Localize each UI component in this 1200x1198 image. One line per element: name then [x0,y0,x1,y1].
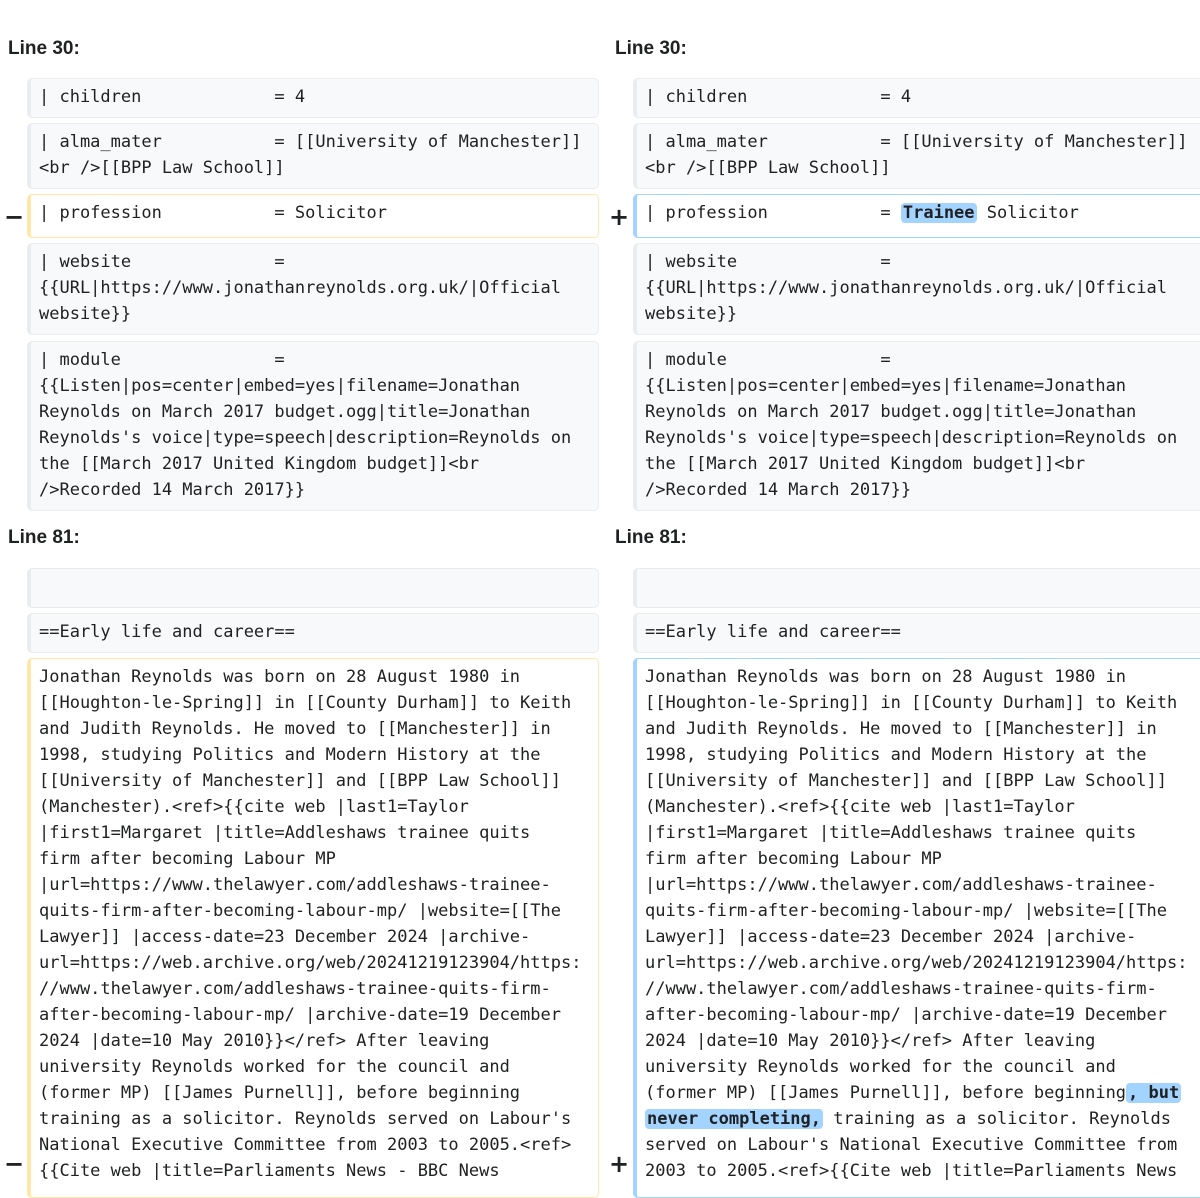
right-line-header-1: Line 30: [615,38,687,59]
code-text: the [[March 2017 United Kingdom budget]]<br [39,454,480,474]
added-paragraph-early-life [633,658,1200,1198]
left-context-alma-mater [27,123,599,189]
left-line-header-2: Line 81: [8,527,80,548]
code-text: [[University of Manchester]] and [[BPP Law School]] [39,771,561,791]
left-context-website [27,243,599,335]
code-text: and Judith Reynolds. He moved to [[Manchester]] in [39,719,551,739]
code-text: website}} [39,304,132,324]
left-context-empty-line [27,568,599,608]
code-text: after-becoming-labour-mp/ |archive-date=19 December [39,1005,561,1025]
code-text: {{URL|https://www.jonathanreynolds.org.uk/|Official [39,278,561,298]
code-text: (Manchester).<ref>{{cite web |last1=Taylor [645,797,1075,817]
code-text: (Manchester).<ref>{{cite web |last1=Taylor [39,797,469,817]
code-text: //www.thelawyer.com/addleshaws-trainee-quits-firm- [39,979,551,999]
right-context-heading [633,613,1200,653]
inserted-text: , but [1128,1083,1180,1103]
left-context-module [27,341,599,511]
code-text: //www.thelawyer.com/addleshaws-trainee-quits-firm- [645,979,1157,999]
code-text: {{URL|https://www.jonathanreynolds.org.uk/|Official [645,278,1167,298]
code-text: after-becoming-labour-mp/ |archive-date=19 December [645,1005,1167,1025]
code-text: Solicitor [976,203,1079,223]
code-text: quits-firm-after-becoming-labour-mp/ |website=[[The [645,901,1167,921]
code-text: university Reynolds worked for the council and [39,1057,510,1077]
code-text: | website = [39,252,285,272]
code-text: | alma_mater = [[University of Manchester]] [39,132,582,152]
code-text: |first1=Margaret |title=Addleshaws trainee quits [645,823,1137,843]
code-text: | profession = Solicitor [39,203,387,223]
right-context-alma-mater [633,123,1200,189]
code-text: />Recorded 14 March 2017}} [39,480,306,500]
deleted-paragraph-early-life [27,658,599,1198]
code-text: training as a solicitor. Reynolds served on Labour's [39,1109,572,1129]
code-text: | module = [39,350,285,370]
left-context-heading [27,613,599,653]
added-paragraph-marker: + [609,1150,630,1178]
code-text: Reynolds's voice|type=speech|description=Reynolds on [39,428,572,448]
code-text: Jonathan Reynolds was born on 28 August 1980 in [645,667,1127,687]
code-text: ==Early life and career== [39,622,295,642]
code-text: 2024 |date=10 May 2010}}</ref> After leaving [645,1031,1096,1051]
code-text: | module = [645,350,891,370]
code-text: the [[March 2017 United Kingdom budget]]<br [645,454,1086,474]
code-text: url=https://web.archive.org/web/20241219123904/https: [39,953,582,973]
code-text: Reynolds's voice|type=speech|description=Reynolds on [645,428,1178,448]
deleted-paragraph-marker: − [4,1150,25,1178]
code-text: |url=https://www.thelawyer.com/addleshaws-trainee- [645,875,1157,895]
code-text: firm after becoming Labour MP [645,849,942,869]
code-text: Reynolds on March 2017 budget.ogg|title=Jonathan [39,402,531,422]
right-context-empty-line [633,568,1200,608]
code-text: Lawyer]] |access-date=23 December 2024 |archive- [645,927,1137,947]
code-text: [[University of Manchester]] and [[BPP Law School]] [645,771,1167,791]
added-line-marker: + [609,203,630,231]
code-text: {{Listen|pos=center|embed=yes|filename=Jonathan [645,376,1127,396]
deleted-line-profession [27,194,599,238]
right-context-website [633,243,1200,335]
right-context-children [633,78,1200,118]
code-text: | profession = [645,203,901,223]
code-text: [[Houghton-le-Spring]] in [[County Durham]] to Keith [39,693,572,713]
code-text: | children = 4 [39,87,306,107]
code-text: 2024 |date=10 May 2010}}</ref> After leaving [39,1031,490,1051]
code-text: served on Labour's National Executive Committee from [645,1135,1178,1155]
code-text: training as a solicitor. Reynolds [823,1109,1171,1129]
code-text: {{Cite web |title=Parliaments News - BBC News [39,1161,500,1181]
right-context-module [633,341,1200,511]
code-text: National Executive Committee from 2003 to 2005.<ref> [39,1135,572,1155]
left-context-children [27,78,599,118]
code-text: 1998, studying Politics and Modern History at the [645,745,1147,765]
code-text: | website = [645,252,891,272]
code-text: Lawyer]] |access-date=23 December 2024 |archive- [39,927,531,947]
code-text: (former MP) [[James Purnell]], before beginning [39,1083,521,1103]
code-text: />Recorded 14 March 2017}} [645,480,912,500]
code-text: |first1=Margaret |title=Addleshaws trainee quits [39,823,531,843]
code-text: university Reynolds worked for the council and [645,1057,1116,1077]
deleted-line-marker: − [4,203,25,231]
code-text: |url=https://www.thelawyer.com/addleshaws-trainee- [39,875,551,895]
code-text: 2003 to 2005.<ref>{{Cite web |title=Parliaments News [645,1161,1178,1181]
code-text: 1998, studying Politics and Modern History at the [39,745,541,765]
code-text: firm after becoming Labour MP [39,849,336,869]
inserted-text: never completing, [647,1109,821,1129]
left-line-header-1: Line 30: [8,38,80,59]
code-text: Reynolds on March 2017 budget.ogg|title=Jonathan [645,402,1137,422]
code-text: Jonathan Reynolds was born on 28 August 1980 in [39,667,521,687]
inserted-text: Trainee [902,203,975,223]
code-text: | alma_mater = [[University of Manchester]] [645,132,1188,152]
code-text: and Judith Reynolds. He moved to [[Manchester]] in [645,719,1157,739]
code-text: [[Houghton-le-Spring]] in [[County Durham]] to Keith [645,693,1178,713]
code-text: website}} [645,304,738,324]
code-text: ==Early life and career== [645,622,901,642]
code-text: <br />[[BPP Law School]] [645,158,891,178]
code-text: | children = 4 [645,87,912,107]
code-text: <br />[[BPP Law School]] [39,158,285,178]
right-line-header-2: Line 81: [615,527,687,548]
added-line-profession [633,194,1200,238]
code-text: url=https://web.archive.org/web/20241219123904/https: [645,953,1188,973]
code-text: {{Listen|pos=center|embed=yes|filename=Jonathan [39,376,521,396]
code-text: quits-firm-after-becoming-labour-mp/ |website=[[The [39,901,561,921]
code-text: (former MP) [[James Purnell]], before beginning [645,1083,1127,1103]
